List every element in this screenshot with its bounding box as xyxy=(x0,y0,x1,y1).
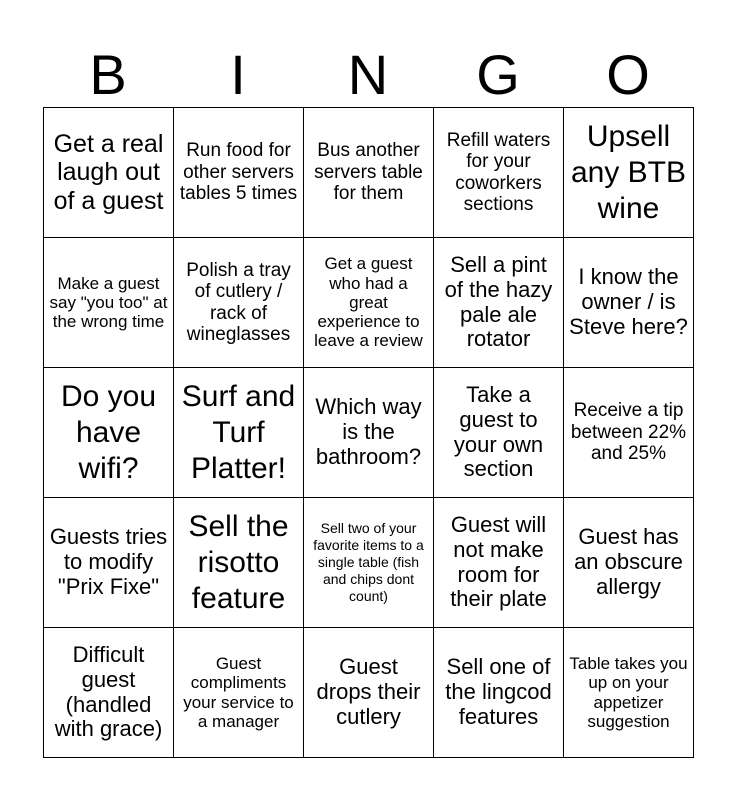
bingo-cell[interactable]: Refill waters for your coworkers sections xyxy=(434,108,564,238)
bingo-cell[interactable]: Get a guest who had a great experience to leave a review xyxy=(304,238,434,368)
bingo-cell[interactable]: Guest drops their cutlery xyxy=(304,628,434,758)
bingo-cell[interactable]: Sell the risotto feature xyxy=(174,498,304,628)
bingo-cell[interactable]: Bus another servers table for them xyxy=(304,108,434,238)
header-letter-g: G xyxy=(476,43,520,106)
header-letter-o: O xyxy=(606,43,650,106)
bingo-board xyxy=(43,107,694,758)
bingo-cell[interactable]: Sell two of your favorite items to a single table (fish and chips dont count) xyxy=(304,498,434,628)
bingo-cell[interactable]: Do you have wifi? xyxy=(44,368,174,498)
bingo-cell[interactable]: Guest compliments your service to a manager xyxy=(174,628,304,758)
bingo-cell[interactable]: Surf and Turf Platter! xyxy=(174,368,304,498)
bingo-cell[interactable]: Guests tries to modify "Prix Fixe" xyxy=(44,498,174,628)
bingo-cell[interactable]: Sell one of the lingcod features xyxy=(434,628,564,758)
bingo-cell[interactable]: Guest has an obscure allergy xyxy=(564,498,694,628)
bingo-cell[interactable]: Make a guest say "you too" at the wrong time xyxy=(44,238,174,368)
bingo-cell[interactable]: Which way is the bathroom? xyxy=(304,368,434,498)
header-letter-n: N xyxy=(347,43,389,106)
bingo-cell[interactable]: Polish a tray of cutlery / rack of wineglasses xyxy=(174,238,304,368)
bingo-cell[interactable]: Table takes you up on your appetizer suggestion xyxy=(564,628,694,758)
bingo-cell[interactable]: Get a real laugh out of a guest xyxy=(44,108,174,238)
bingo-cell[interactable]: Upsell any BTB wine xyxy=(564,108,694,238)
bingo-cell[interactable]: Sell a pint of the hazy pale ale rotator xyxy=(434,238,564,368)
bingo-cell[interactable]: Run food for other servers tables 5 times xyxy=(174,108,304,238)
bingo-cell[interactable]: Receive a tip between 22% and 25% xyxy=(564,368,694,498)
bingo-cell[interactable]: Guest will not make room for their plate xyxy=(434,498,564,628)
bingo-cell[interactable]: I know the owner / is Steve here? xyxy=(564,238,694,368)
bingo-cell[interactable]: Take a guest to your own section xyxy=(434,368,564,498)
bingo-header xyxy=(43,44,693,106)
header-letter-b: B xyxy=(89,43,127,106)
bingo-cell[interactable]: Difficult guest (handled with grace) xyxy=(44,628,174,758)
header-letter-i: I xyxy=(230,43,246,106)
